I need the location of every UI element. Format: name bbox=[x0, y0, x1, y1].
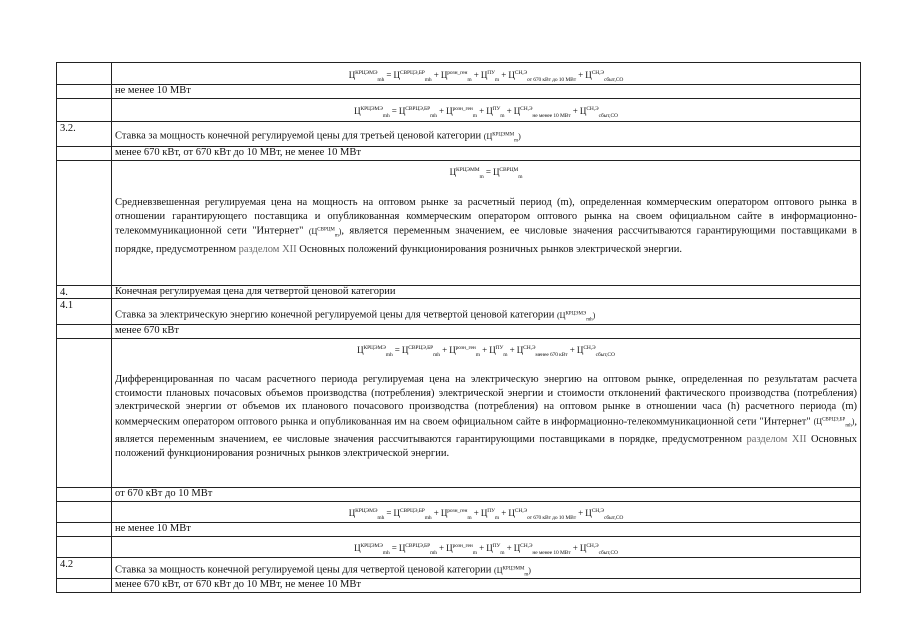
row-number bbox=[57, 99, 112, 121]
description-text: Средневзвешенная регулируемая цена на мощность на оптовом рынке за расчетный период (m), определенная коммерческим оператором оптового рынка в отношении гарантирующего поставщика и опубликованная коммерческим оператором оптового рынка на своем официальном сайте в информационно-телекоммуникационной сети "Интернет" $(Ц^{СВРЦМ}_m)$, является переменным значением, ее числовые значения рассчитываются гарантирующими поставщиками в порядке, предусмотренном разделом XII Основных положений функционирования розничных рынков электрической энергии. bbox=[115, 197, 857, 256]
row-number: 4. bbox=[57, 286, 112, 298]
table-row bbox=[56, 99, 861, 122]
description-cell bbox=[112, 161, 860, 285]
power-range: менее 670 кВт, от 670 кВт до 10 МВт, не менее 10 МВт bbox=[115, 579, 361, 590]
section-link[interactable]: разделом XII bbox=[238, 244, 297, 256]
row-number bbox=[57, 147, 112, 160]
power-range: не менее 10 МВт bbox=[115, 523, 191, 534]
table-row bbox=[56, 325, 861, 339]
table-row bbox=[56, 579, 861, 593]
formula: $Ц^{КРЦЭМЭ}_{mh} = Ц^{СВРЦЭ,БР}_{mh} + Ц^{розн\_ген}_m + Ц^{ПУ}_m + Ц^{СН,Э}_{не менее 10 МВт} + Ц^{СН,Э}_{сбыт,СО}$ bbox=[354, 106, 618, 119]
row-number bbox=[57, 161, 112, 285]
row-number bbox=[57, 523, 112, 536]
table-row bbox=[56, 62, 861, 85]
row-title: Ставка за мощность конечной регулируемой цены для третьей ценовой категории $(Ц^{КРЦЭММ}_m)$ bbox=[115, 130, 521, 144]
row-title: Ставка за электрическую энергию конечной регулируемой цены для четвертой ценовой категории $(Ц^{КРЦЭМЭ}_{mh})$ bbox=[115, 309, 596, 323]
table-row bbox=[56, 161, 861, 286]
row-title: Ставка за мощность конечной регулируемой цены для четвертой ценовой категории $(Ц^{КРЦЭММ}_m)$ bbox=[115, 564, 531, 578]
row-number: 4.1 bbox=[57, 299, 112, 324]
table-row bbox=[56, 558, 861, 579]
row-number bbox=[57, 325, 112, 338]
table-row bbox=[56, 299, 861, 325]
table-row bbox=[56, 488, 861, 502]
formula: $Ц^{КРЦЭМЭ}_{mh} = Ц^{СВРЦЭ,БР}_{mh} + Ц^{розн\_ген}_m + Ц^{ПУ}_m + Ц^{СН,Э}_{от 670 кВт до 10 МВт} + Ц^{СН,Э}_{сбыт,СО}$ bbox=[348, 70, 624, 83]
section-link[interactable]: разделом XII bbox=[746, 434, 807, 446]
table-row bbox=[56, 502, 861, 523]
power-range: менее 670 кВт bbox=[115, 325, 179, 336]
row-number: 3.2. bbox=[57, 122, 112, 146]
row-number bbox=[57, 537, 112, 557]
table-row bbox=[56, 122, 861, 147]
row-number: 4.2 bbox=[57, 558, 112, 578]
row-title: Конечная регулируемая цена для четвертой ценовой категории bbox=[115, 286, 396, 297]
row-number bbox=[57, 63, 112, 84]
row-number bbox=[57, 488, 112, 501]
row-number bbox=[57, 339, 112, 487]
formula: $Ц^{КРЦЭМЭ}_{mh} = Ц^{СВРЦЭ,БР}_{mh} + Ц^{розн\_ген}_m + Ц^{ПУ}_m + Ц^{СН,Э}_{не менее 10 МВт} + Ц^{СН,Э}_{сбыт,СО}$ bbox=[354, 543, 618, 556]
description-cell bbox=[112, 339, 860, 487]
power-range: менее 670 кВт, от 670 кВт до 10 МВт, не менее 10 МВт bbox=[115, 147, 361, 158]
table-row bbox=[56, 286, 861, 299]
table-row bbox=[56, 523, 861, 537]
table-row bbox=[56, 537, 861, 558]
table-row bbox=[56, 339, 861, 488]
description-text: Дифференцированная по часам расчетного периода регулируемая цена на электрическую энергию на оптовом рынке, определенная по результатам расчета стоимости плановых почасовых объемов производства (потребления) электрической энергии и стоимости отклонений фактического производства (потребления) электрической энергии от объемов их планового почасового производства (потребления) на оптовом рынке в отношении часа (h) расчетного периода (m) коммерческим оператором оптового рынка и опубликованная им на своем официальном сайте в информационно-телекоммуникационной сети "Интернет" $(Ц^{СВРЦЭ,БР}_{mh})$, является переменным значением, ее числовые значения рассчитываются гарантирующими поставщиками в порядке, предусмотренном разделом XII Основных положений функционирования розничных рынков электрической энергии. bbox=[115, 374, 858, 459]
row-number bbox=[57, 502, 112, 522]
formula: $Ц^{КРЦЭММ}_m = Ц^{СВРЦМ}_m$ bbox=[449, 167, 523, 180]
power-range: не менее 10 МВт bbox=[115, 85, 191, 96]
power-range: от 670 кВт до 10 МВт bbox=[115, 488, 213, 499]
table-row bbox=[56, 85, 861, 99]
formula: $Ц^{КРЦЭМЭ}_{mh} = Ц^{СВРЦЭ,БР}_{mh} + Ц^{розн\_ген}_m + Ц^{ПУ}_m + Ц^{СН,Э}_{менее 670 кВт} + Ц^{СН,Э}_{сбыт,СО}$ bbox=[357, 345, 615, 358]
row-number bbox=[57, 85, 112, 98]
tariff-table bbox=[56, 62, 861, 593]
formula: $Ц^{КРЦЭМЭ}_{mh} = Ц^{СВРЦЭ,БР}_{mh} + Ц^{розн\_ген}_m + Ц^{ПУ}_m + Ц^{СН,Э}_{от 670 кВт до 10 МВт} + Ц^{СН,Э}_{сбыт,СО}$ bbox=[348, 508, 624, 521]
row-number bbox=[57, 579, 112, 592]
table-row bbox=[56, 147, 861, 161]
